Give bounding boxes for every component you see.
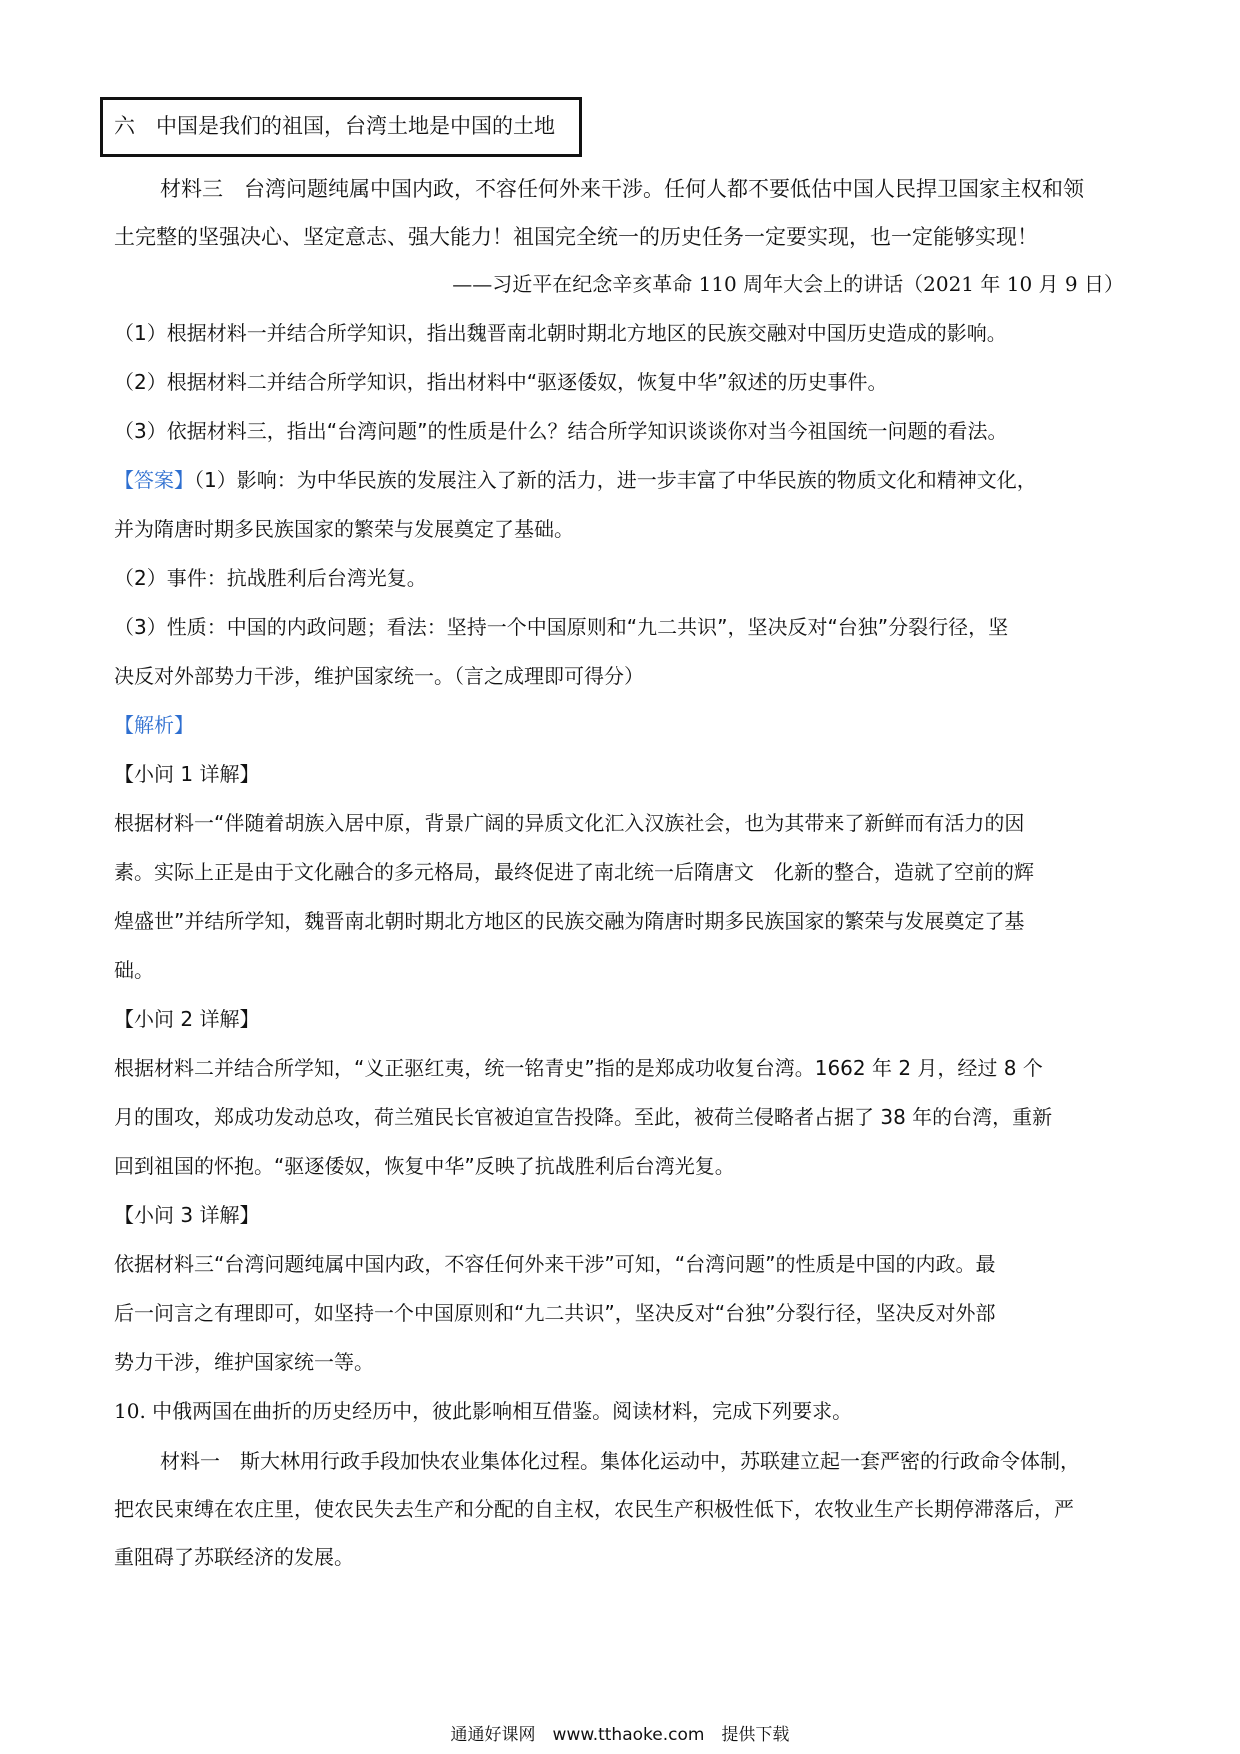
analysis-q2-line-3: 回到祖国的怀抱。“驱逐倭奴，恢复中华”反映了抗战胜利后台湾光复。 bbox=[114, 1154, 735, 1178]
material3-line-1: 材料三 台湾问题纯属中国内政，不容任何外来干涉。任何人都不要低估中国人民捍卫国家主权和领 bbox=[160, 177, 1084, 201]
analysis-q3-line-1: 依据材料三“台湾问题纯属中国内政，不容任何外来干涉”可知，“台湾问题”的性质是中国的内政。最 bbox=[114, 1252, 996, 1276]
page-footer: 通通好课网 www.tthaoke.com 提供下载 bbox=[450, 1725, 790, 1745]
question10-stem: 10. 中俄两国在曲折的历史经历中，彼此影响相互借鉴。阅读材料，完成下列要求。 bbox=[114, 1399, 853, 1423]
question10-material1-line-1: 材料一 斯大林用行政手段加快农业集体化过程。集体化运动中，苏联建立起一套严密的行政命令体制， bbox=[160, 1449, 1080, 1473]
section-box-title: 六 中国是我们的祖国，台湾土地是中国的土地 bbox=[114, 114, 555, 138]
question10-material1-line-2: 把农民束缚在农庄里，使农民失去生产和分配的自主权，农民生产积极性低下，农牧业生产长期停滞落后，严 bbox=[114, 1497, 1074, 1521]
material3-line-2: 土完整的坚强决心、坚定意志、强大能力！祖国完全统一的历史任务一定要实现，也一定能够实现！ bbox=[114, 225, 1038, 249]
analysis-q1-line-1: 根据材料一“伴随着胡族入居中原，背景广阔的异质文化汇入汉族社会，也为其带来了新鲜而有活力的因 bbox=[114, 811, 1025, 835]
answer-tag: 【答案】 bbox=[114, 468, 194, 492]
analysis-q1-line-4: 础。 bbox=[114, 958, 154, 982]
answer-line-1 bbox=[114, 465, 1037, 495]
answer-line-4: （3）性质：中国的内政问题；看法：坚持一个中国原则和“九二共识”，坚决反对“台独”分裂行径，坚 bbox=[114, 615, 1009, 639]
question10-material1-line-3: 重阻碍了苏联经济的发展。 bbox=[114, 1545, 354, 1569]
analysis-q1-heading: 【小问 1 详解】 bbox=[114, 762, 260, 786]
answer-text-1: （1）影响：为中华民族的发展注入了新的活力，进一步丰富了中华民族的物质文化和精神文化， bbox=[194, 468, 1037, 492]
analysis-q3-heading: 【小问 3 详解】 bbox=[114, 1203, 260, 1227]
analysis-q3-line-2: 后一问言之有理即可，如坚持一个中国原则和“九二共识”，坚决反对“台独”分裂行径，坚决反对外部 bbox=[114, 1301, 996, 1325]
question-2: （2）根据材料二并结合所学知识，指出材料中“驱逐倭奴，恢复中华”叙述的历史事件。 bbox=[114, 370, 888, 394]
analysis-q1-line-3: 煌盛世”并结所学知，魏晋南北朝时期北方地区的民族交融为隋唐时期多民族国家的繁荣与发展奠定了基 bbox=[114, 909, 1025, 933]
analysis-q3-line-3: 势力干涉，维护国家统一等。 bbox=[114, 1350, 374, 1374]
analysis-tag: 【解析】 bbox=[114, 713, 194, 737]
question-1: （1）根据材料一并结合所学知识，指出魏晋南北朝时期北方地区的民族交融对中国历史造成的影响。 bbox=[114, 321, 1007, 345]
analysis-q2-heading: 【小问 2 详解】 bbox=[114, 1007, 260, 1031]
answer-line-5: 决反对外部势力干涉，维护国家统一。（言之成理即可得分） bbox=[114, 664, 644, 688]
material3-source: ——习近平在纪念辛亥革命 110 周年大会上的讲话（2021 年 10 月 9 日） bbox=[452, 272, 1124, 296]
question-3: （3）依据材料三，指出“台湾问题”的性质是什么？结合所学知识谈谈你对当今祖国统一问题的看法。 bbox=[114, 419, 1008, 443]
answer-line-2: 并为隋唐时期多民族国家的繁荣与发展奠定了基础。 bbox=[114, 517, 574, 541]
analysis-q2-line-1: 根据材料二并结合所学知，“义正驱红夷，统一铭青史”指的是郑成功收复台湾。1662 年 2 月，经过 8 个 bbox=[114, 1056, 1043, 1080]
analysis-q2-line-2: 月的围攻，郑成功发动总攻，荷兰殖民长官被迫宣告投降。至此，被荷兰侵略者占据了 38 年的台湾，重新 bbox=[114, 1105, 1053, 1129]
analysis-q1-line-2: 素。实际上正是由于文化融合的多元格局，最终促进了南北统一后隋唐文 化新的整合，造就了空前的辉 bbox=[114, 860, 1034, 884]
answer-line-3: （2）事件：抗战胜利后台湾光复。 bbox=[114, 566, 427, 590]
